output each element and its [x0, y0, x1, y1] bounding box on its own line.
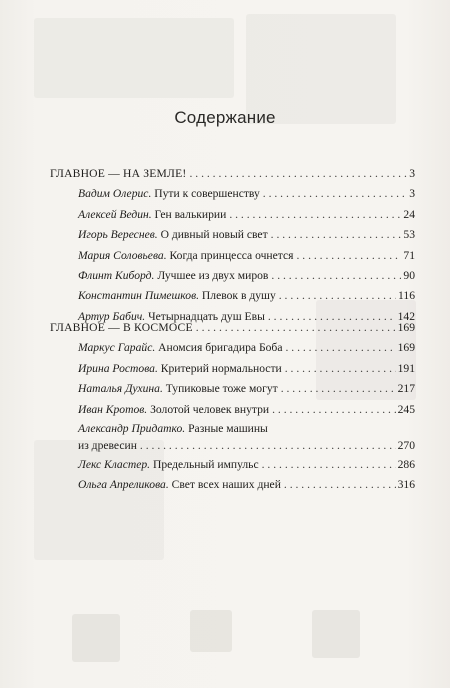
entry-title-continued: из древесин — [78, 439, 137, 453]
entry-author: Наталья Духина. — [78, 382, 163, 396]
entry-author: Маркус Гарайс. — [78, 341, 156, 355]
section-heading[interactable] — [50, 164, 415, 184]
entry-title: Свет всех наших дней — [171, 478, 281, 492]
entry-author: Ольга Апреликова. — [78, 478, 169, 492]
page-number: 316 — [397, 478, 415, 492]
section-title: ГЛАВНОЕ — В КОСМОСЕ — [50, 321, 193, 334]
toc-entry[interactable] — [50, 475, 415, 495]
entry-title: Разные машины — [188, 422, 268, 436]
entry-author: Вадим Олерис. — [78, 187, 152, 201]
page-number: 286 — [397, 458, 415, 472]
toc-entry[interactable] — [50, 455, 415, 475]
entry-title: Критерий нормальности — [160, 361, 282, 375]
page-number: 90 — [403, 269, 415, 283]
toc-entry[interactable] — [50, 286, 415, 306]
page-number: 3 — [409, 187, 415, 201]
dot-leader — [196, 318, 396, 338]
entry-title: Плевок в душу — [201, 289, 276, 303]
entry-title: Золотой человек внутри — [150, 402, 270, 416]
page-number: 270 — [397, 439, 415, 453]
entry-author: Ирина Ростова. — [78, 361, 158, 375]
dot-leader — [285, 359, 396, 379]
dot-leader — [279, 286, 396, 306]
entry-title: Тупиковые тоже могут — [165, 382, 278, 396]
dot-leader — [281, 379, 396, 399]
dot-leader — [285, 338, 395, 358]
dot-leader — [272, 400, 396, 420]
section-title: ГЛАВНОЕ — НА ЗЕМЛЕ! — [50, 167, 187, 180]
entry-author: Константин Пимешков. — [78, 289, 200, 303]
toc-entry[interactable] — [50, 400, 415, 420]
page-number: 142 — [397, 309, 415, 323]
toc-entry-multiline[interactable] — [50, 420, 415, 455]
toc-entry[interactable] — [50, 246, 415, 266]
show-through-image — [34, 18, 234, 98]
entry-author: Лекс Кластер. — [78, 458, 151, 472]
dot-leader — [271, 266, 401, 286]
page-number: 24 — [403, 207, 415, 221]
dot-leader — [189, 164, 407, 184]
toc-entry[interactable] — [50, 359, 415, 379]
toc-entry[interactable] — [50, 379, 415, 399]
toc-entry[interactable] — [50, 205, 415, 225]
entry-second-line — [50, 437, 415, 455]
page-number: 191 — [397, 361, 415, 375]
page-number: 169 — [397, 341, 415, 355]
entry-title: Предельный импульс — [152, 458, 259, 472]
entry-title: О дивный новый свет — [160, 228, 268, 242]
page-number: 169 — [397, 321, 415, 334]
entry-author: Иван Кротов. — [78, 402, 148, 416]
entry-title: Пути к совершенству — [154, 187, 260, 201]
page-number: 116 — [398, 289, 415, 303]
dot-leader — [262, 455, 396, 475]
entry-title: Ген валькирии — [154, 207, 227, 221]
toc-entry[interactable] — [50, 184, 415, 204]
entry-author: Флинт Киборд. — [78, 269, 155, 283]
entry-author: Алексей Ведин. — [78, 207, 152, 221]
toc-section-space — [50, 318, 415, 496]
dot-leader — [284, 475, 396, 495]
entry-author: Артур Бабич. — [78, 309, 146, 323]
section-heading[interactable] — [50, 318, 415, 338]
entry-title: Аномсия бригадира Боба — [158, 341, 283, 355]
toc-entry[interactable] — [50, 266, 415, 286]
entry-title: Лучшее из двух миров — [157, 269, 269, 283]
entry-author: Мария Соловьева. — [78, 248, 167, 262]
entry-first-line — [50, 420, 415, 437]
entry-title: Четырнадцать душ Евы — [148, 309, 265, 323]
page-number: 245 — [397, 402, 415, 416]
dot-leader — [263, 184, 407, 204]
dot-leader — [140, 437, 396, 455]
page-number: 53 — [403, 228, 415, 242]
dot-leader — [229, 205, 401, 225]
page-number: 71 — [403, 248, 415, 262]
page-number: 217 — [397, 382, 415, 396]
page-title: Содержание — [174, 108, 276, 127]
show-through-qr-code — [312, 610, 360, 658]
entry-author: Александр Придатко. — [78, 422, 186, 436]
toc-entry[interactable] — [50, 338, 415, 358]
toc-section-earth — [50, 164, 415, 327]
dot-leader — [271, 225, 402, 245]
page-number: 3 — [409, 167, 415, 180]
show-through-qr-code — [190, 610, 232, 652]
entry-title: Когда принцесса очнется — [169, 248, 294, 262]
show-through-qr-code — [72, 614, 120, 662]
entry-author: Игорь Вереснев. — [78, 228, 158, 242]
toc-entry[interactable] — [50, 225, 415, 245]
dot-leader — [296, 246, 401, 266]
